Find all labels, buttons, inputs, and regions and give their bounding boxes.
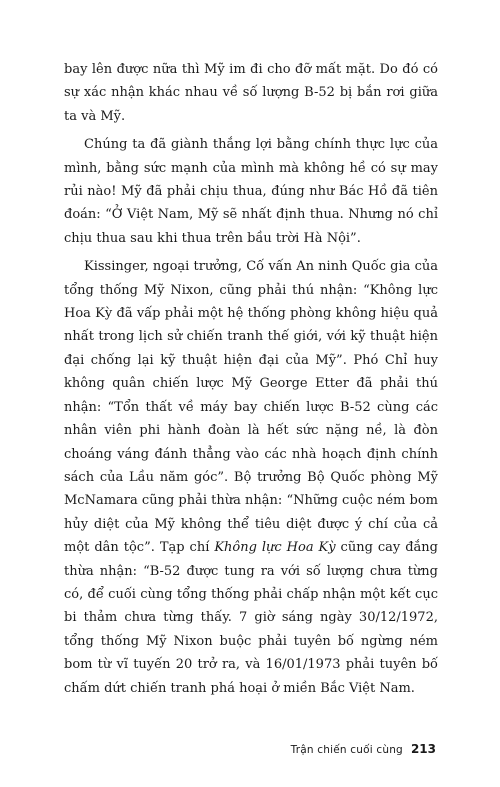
paragraph-3-part-2: cũng cay đắng thừa nhận: “B-52 được tung ra với số lượng chưa từng có, để cuối cùng tổng thống phải chấp nhận một kết cục bi thảm chưa từng thấy. 7 giờ sáng ngày 30/12/1972, tổng thống Mỹ Nixon buộc phải tuyên bố ngừng ném bom từ vĩ tuyến 20 trở ra, và 16/01/1973 phải tuyên bố chấm dứt chiến tranh phá hoại ở miền Bắc Việt Nam. — [64, 540, 438, 696]
paragraph-2: Chúng ta đã giành thắng lợi bằng chính thực lực của mình, bằng sức mạnh của mình mà không hề có sự may rủi nào! Mỹ đã phải chịu thua, đúng như Bác Hồ đã tiên đoán: “Ở Việt Nam, Mỹ sẽ nhất định thua. Nhưng nó chỉ chịu thua sau khi thua trên bầu trời Hà Nội”. — [64, 137, 438, 246]
paragraph-3 — [64, 255, 438, 700]
running-footer-title: Trận chiến cuối cùng — [290, 744, 403, 756]
body-text — [64, 58, 438, 705]
page-number: 213 — [410, 742, 436, 756]
paragraph-1: bay lên được nữa thì Mỹ im đi cho đỡ mất mặt. Do đó có sự xác nhận khác nhau về số lượng B-52 bị bắn rơi giữa ta và Mỹ. — [64, 62, 438, 124]
magazine-title: Không lực Hoa Kỳ — [214, 540, 336, 556]
paragraph-3-part-1: Kissinger, ngoại trưởng, Cố vấn An ninh Quốc gia của tổng thống Mỹ Nixon, cũng phải thú nhận: “Không lực Hoa Kỳ đã vấp phải một hệ thống phòng không hiệu quả nhất trong lịch sử chiến tranh thế giới, với kỹ thuật hiện đại chống lại kỹ thuật hiện đại của Mỹ”. Phó Chỉ huy không quân chiến lược Mỹ George Etter đã phải thú nhận: “Tổn thất về máy bay chiến lược B-52 cùng các nhân viên phi hành đoàn là hết sức nặng nề, là đòn choáng váng đánh thẳng vào các nhà hoạch định chính sách của Lầu năm góc”. Bộ trưởng Bộ Quốc phòng Mỹ McNamara cũng phải thừa nhận: “Những cuộc ném bom hủy diệt của Mỹ không thể tiêu diệt được ý chí của cả một dân tộc”. Tạp chí — [64, 259, 438, 556]
page-footer — [291, 742, 436, 756]
